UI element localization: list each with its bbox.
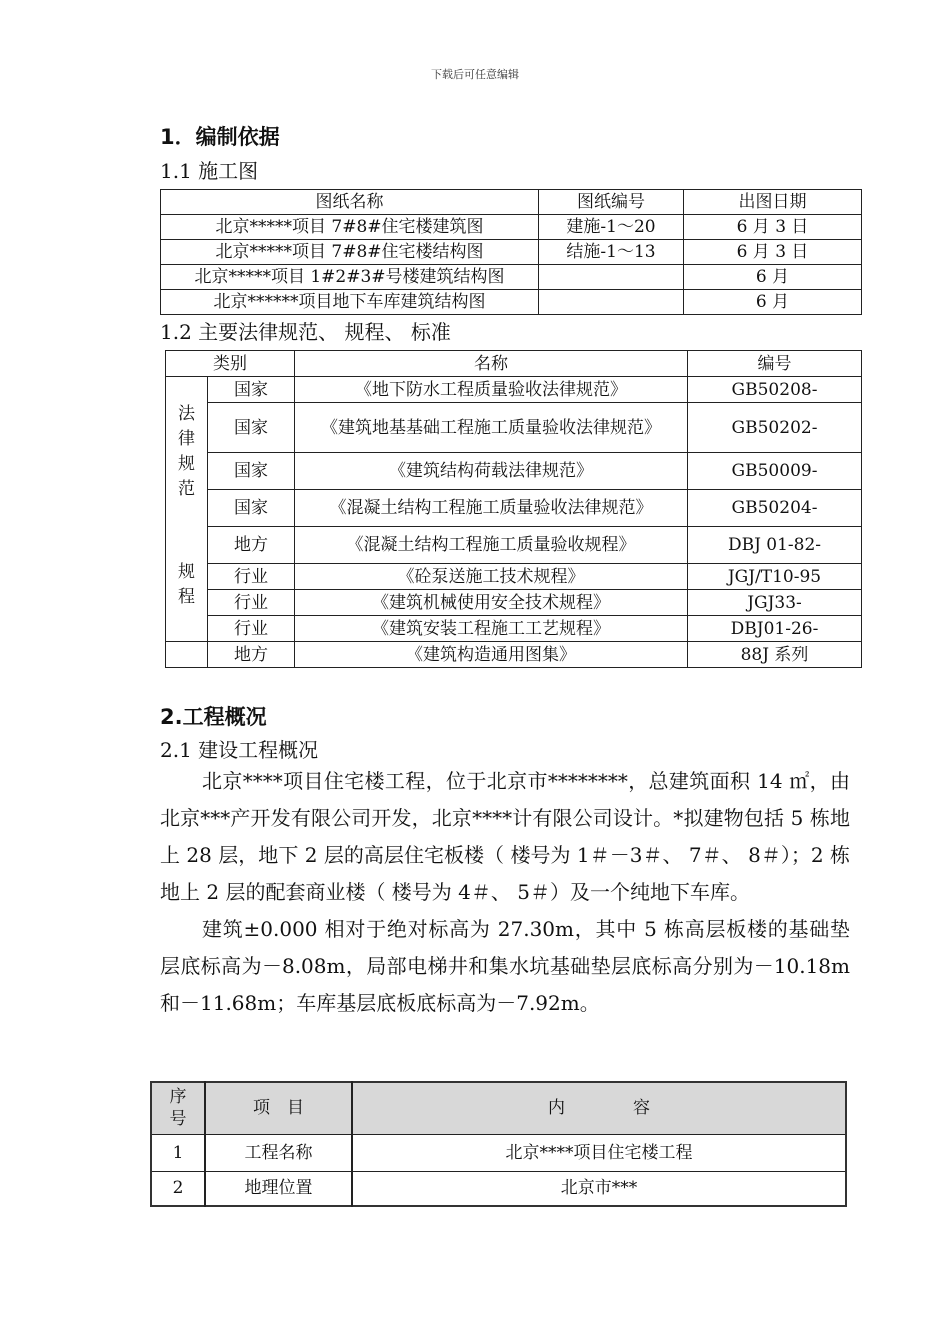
table-cell: 国家 [208, 490, 295, 527]
table-row [161, 290, 862, 315]
table-cell: DBJ01-26- [688, 616, 862, 642]
table-row [166, 616, 862, 642]
header-cell: 序号 [151, 1082, 205, 1134]
table-cell: 北京*****项目 1#2#3#号楼建筑结构图 [161, 265, 539, 290]
table-cell: 建施-1～20 [539, 215, 684, 240]
table-row [161, 265, 862, 290]
section-1-1-title: 1.1 施工图 [160, 159, 259, 183]
table-cell: 《建筑安装工程施工工艺规程》 [295, 616, 688, 642]
table-cell: JGJ33- [688, 590, 862, 616]
table-cell: 北京市*** [352, 1171, 846, 1206]
header-note: 下载后可任意编辑 [431, 68, 519, 81]
header-cell: 出图日期 [684, 190, 862, 215]
header-cell: 图纸名称 [161, 190, 539, 215]
table-cell: GB50208- [688, 377, 862, 403]
table-cell: 国家 [208, 453, 295, 490]
table-cell: 地理位置 [205, 1171, 352, 1206]
section-1-2-title: 1.2 主要法律规范、 规程、 标准 [160, 320, 451, 344]
table-cell: 6 月 3 日 [684, 240, 862, 265]
header-cell: 内 容 [352, 1082, 846, 1134]
category-regulations: 规程 [166, 527, 208, 642]
table-row [166, 564, 862, 590]
table-cell: DBJ 01-82- [688, 527, 862, 564]
standards-table [165, 350, 862, 668]
table-row [161, 240, 862, 265]
table-cell: 1 [151, 1134, 205, 1171]
table-header-row [151, 1082, 846, 1134]
header-cell: 图纸编号 [539, 190, 684, 215]
table-cell: 6 月 [684, 265, 862, 290]
table-row [166, 377, 862, 403]
table-row [161, 215, 862, 240]
table-cell [166, 642, 208, 668]
table-cell: 《混凝土结构工程施工质量验收规程》 [295, 527, 688, 564]
table-cell: 北京*****项目 7#8#住宅楼结构图 [161, 240, 539, 265]
table-cell: GB50009- [688, 453, 862, 490]
table-row [151, 1171, 846, 1206]
overview-paragraph-1: 北京****项目住宅楼工程，位于北京市********，总建筑面积 14 ㎡，由北京***产开发有限公司开发，北京****计有限公司设计。*拟建物包括 5 栋地上 28 层，地下 2 层的高层住宅板楼（ 楼号为 1＃－3＃、 7＃、 8＃）；2 栋地上 2 层的配套商业楼（ 楼号为 4＃、 5＃）及一个纯地下车库。 [160, 769, 850, 904]
table-cell: 北京*****项目 7#8#住宅楼建筑图 [161, 215, 539, 240]
table-cell: 工程名称 [205, 1134, 352, 1171]
table-cell: GB50202- [688, 403, 862, 453]
table-cell: 北京****项目住宅楼工程 [352, 1134, 846, 1171]
table-cell: 《地下防水工程质量验收法律规范》 [295, 377, 688, 403]
table-cell: 地方 [208, 527, 295, 564]
table-cell: 结施-1～13 [539, 240, 684, 265]
header-cell: 类别 [166, 351, 295, 377]
table-cell: 行业 [208, 590, 295, 616]
table-cell: 6 月 3 日 [684, 215, 862, 240]
table-cell: 《砼泵送施工技术规程》 [295, 564, 688, 590]
table-cell [539, 290, 684, 315]
table-cell: 6 月 [684, 290, 862, 315]
table-cell: 行业 [208, 564, 295, 590]
table-cell: 《混凝土结构工程施工质量验收法律规范》 [295, 490, 688, 527]
table-row [166, 527, 862, 564]
table-cell: 国家 [208, 403, 295, 453]
section-2-1-title: 2.1 建设工程概况 [160, 738, 319, 762]
table-cell: 国家 [208, 377, 295, 403]
project-overview-table [150, 1081, 847, 1207]
table-cell: 88J 系列 [688, 642, 862, 668]
table-cell: 《建筑机械使用安全技术规程》 [295, 590, 688, 616]
table-cell: 地方 [208, 642, 295, 668]
table-cell: 2 [151, 1171, 205, 1206]
table-row [166, 403, 862, 453]
header-cell: 编号 [688, 351, 862, 377]
section-1-title: 1．编制依据 [160, 125, 280, 149]
category-legal-norms: 法律规范 [166, 377, 208, 527]
overview-paragraph-2: 建筑±0.000 相对于绝对标高为 27.30m，其中 5 栋高层板楼的基础垫层底标高为－8.08m，局部电梯井和集水坑基础垫层底标高分别为－10.18m 和－11.68m；车库基层底板底标高为－7.92m。 [160, 917, 850, 1015]
table-cell: 北京******项目地下车库建筑结构图 [161, 290, 539, 315]
table-cell: GB50204- [688, 490, 862, 527]
table-row [166, 590, 862, 616]
table-row [166, 453, 862, 490]
table-cell: 《建筑结构荷载法律规范》 [295, 453, 688, 490]
header-cell: 名称 [295, 351, 688, 377]
table-row [151, 1134, 846, 1171]
table-cell: JGJ/T10-95 [688, 564, 862, 590]
table-header-row [161, 190, 862, 215]
section-2-title: 2.工程概况 [160, 705, 267, 729]
table-cell [539, 265, 684, 290]
drawings-table [160, 189, 862, 315]
table-cell: 《建筑地基基础工程施工质量验收法律规范》 [295, 403, 688, 453]
table-row [166, 490, 862, 527]
overview-body [160, 763, 850, 1022]
header-cell: 项 目 [205, 1082, 352, 1134]
table-row [166, 642, 862, 668]
table-cell: 《建筑构造通用图集》 [295, 642, 688, 668]
table-header-row [166, 351, 862, 377]
table-cell: 行业 [208, 616, 295, 642]
